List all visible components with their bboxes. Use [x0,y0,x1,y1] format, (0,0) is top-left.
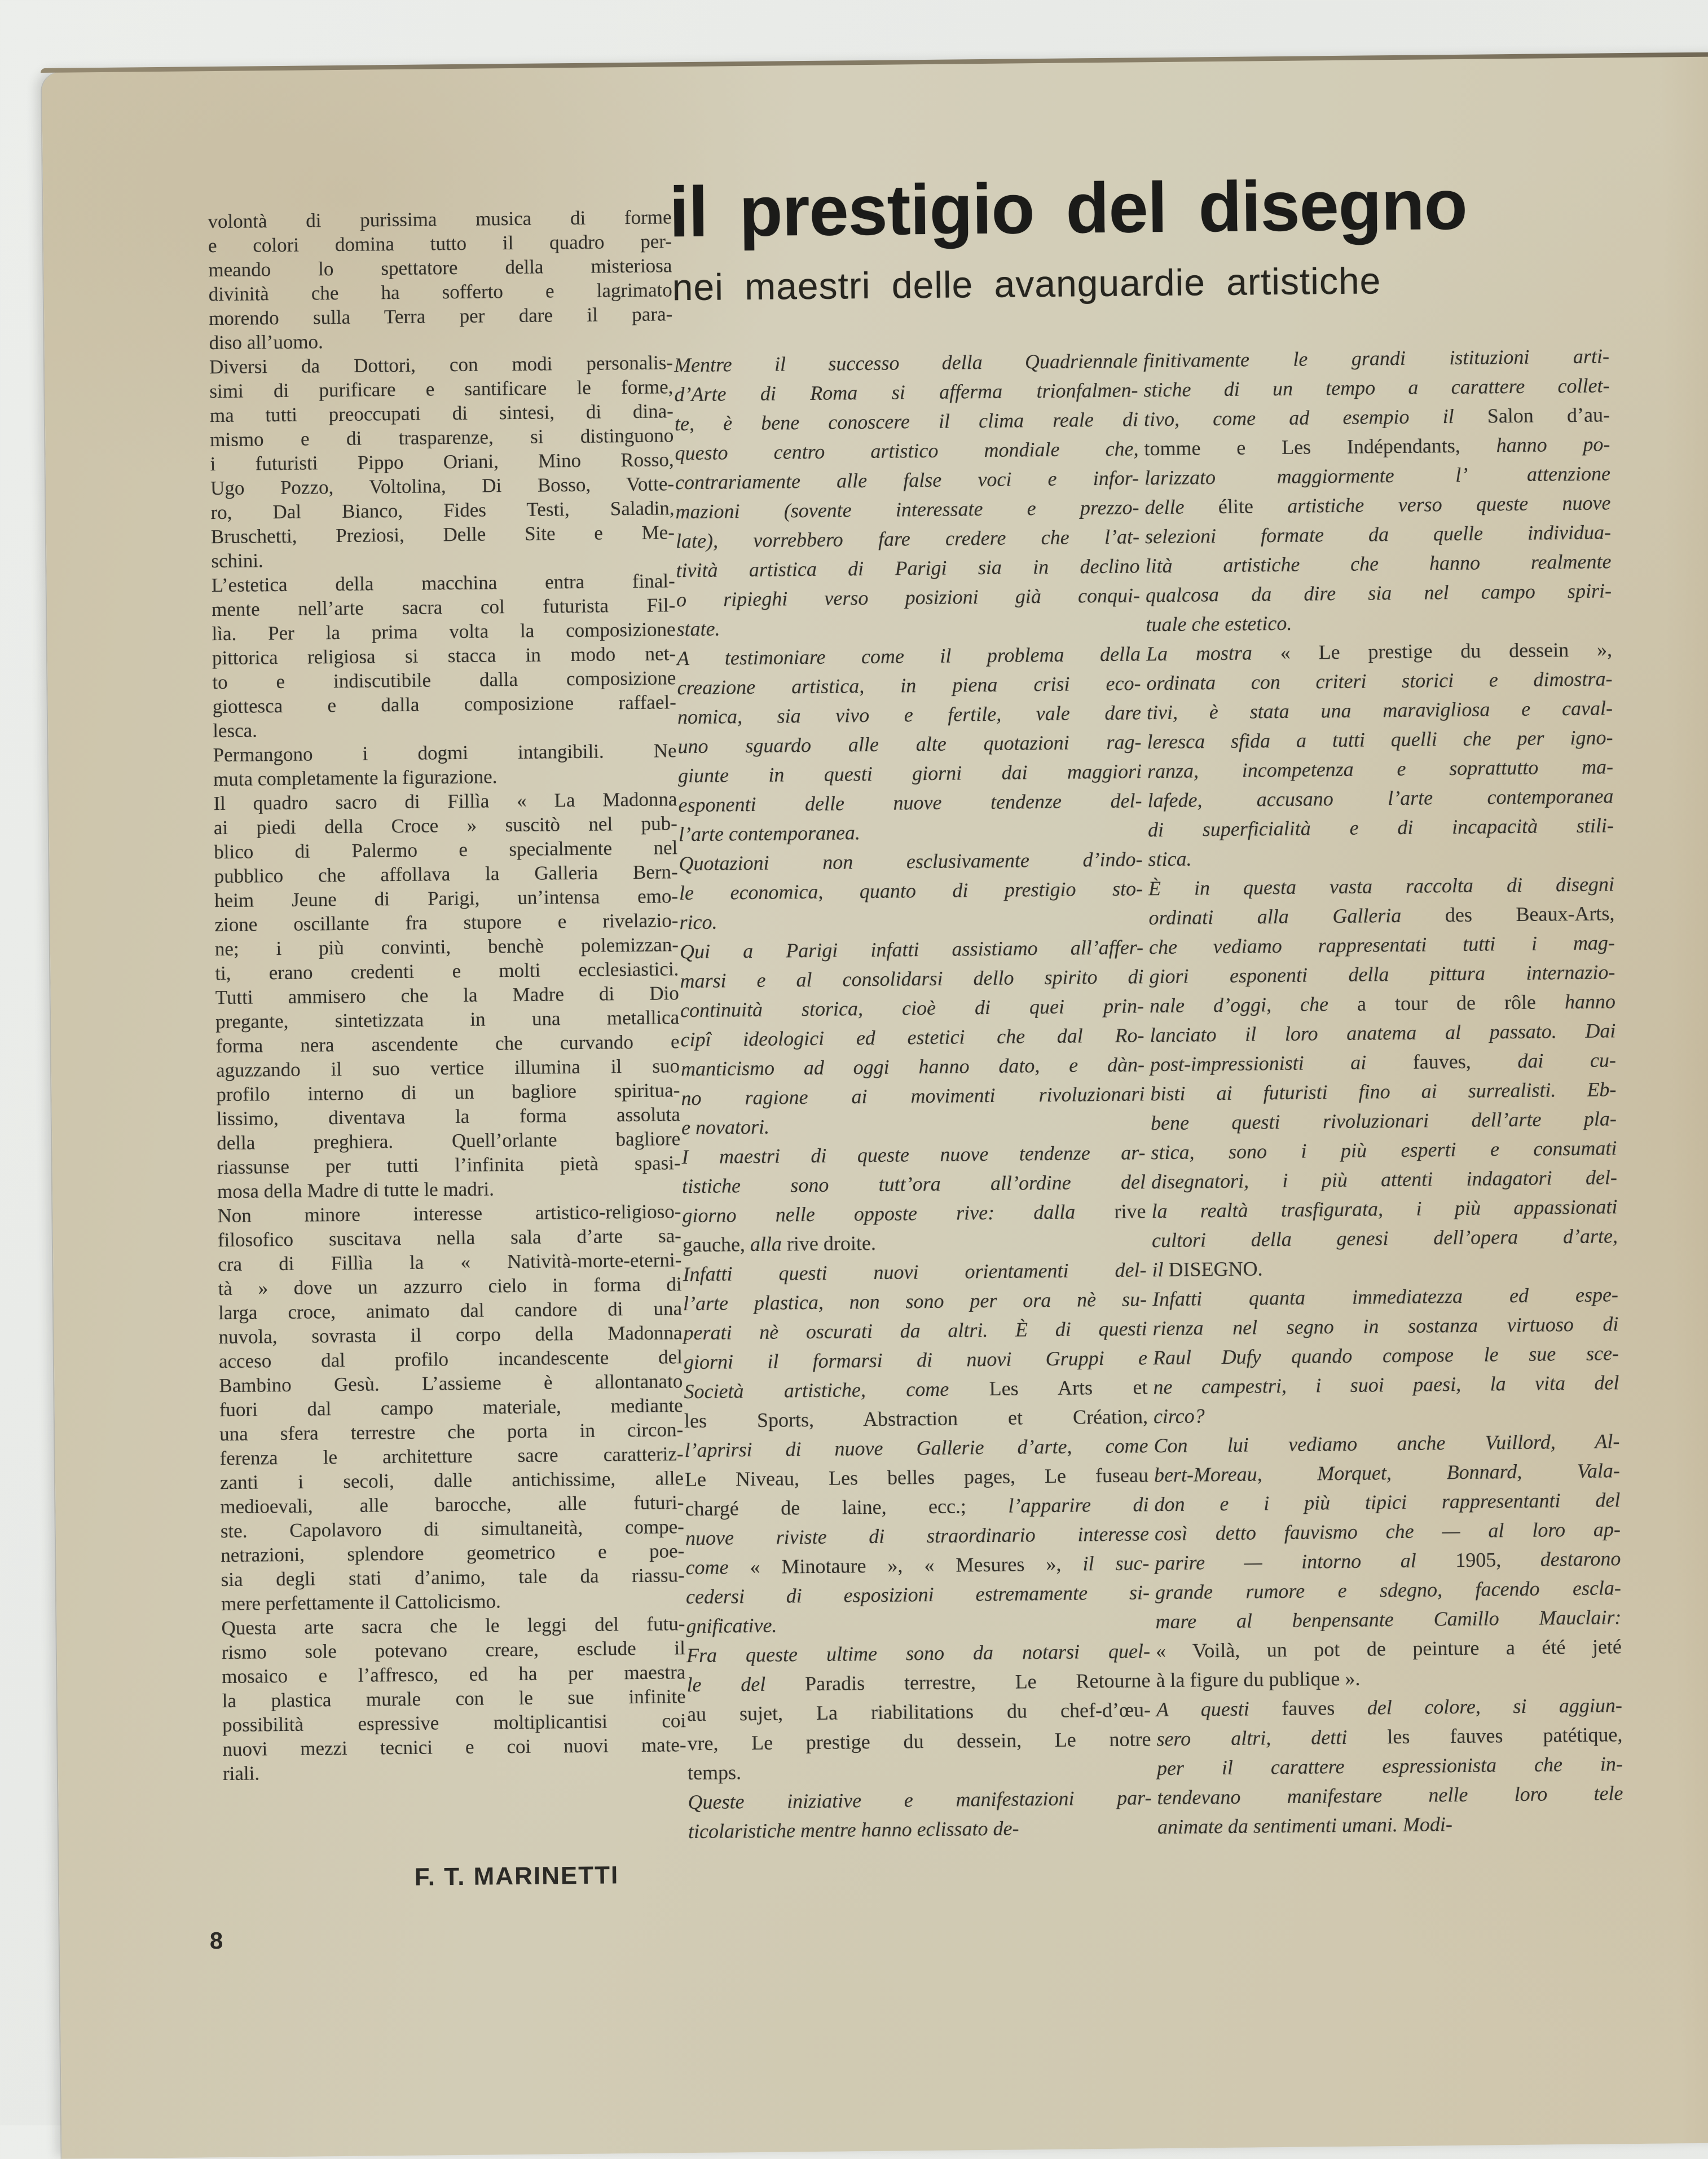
text-line: così detto fauvismo che — al loro ap- [1154,1518,1621,1545]
text-line: Società artistiche, come Les Arts et [684,1376,1148,1403]
text-line: che vediamo rappresentati tutti i mag- [1148,931,1615,959]
text-line: le economica, quanto di prestigio sto- [679,877,1143,905]
text-line: ne; i più convinti, benchè polemizzan- [214,933,679,960]
text-line: possibilità espressive moltiplicantisi coi [222,1709,686,1737]
text-line: meando lo spettatore della misteriosa [208,254,672,281]
text-line: I maestri di queste nuove tendenze ar- [681,1141,1146,1169]
text-line: schini. [211,549,263,572]
text-line: circo? [1153,1404,1205,1428]
text-line: di superficialità e di incapacità stili- [1147,814,1614,841]
text-line: bisti ai futuristi fino ai surrealisti. Eb- [1150,1078,1617,1105]
text-line: tà » dove un azzurro cielo in forma di [218,1273,682,1300]
text-line: ma tutti preoccupati di sintesi, di dina- [209,400,674,427]
text-line: qualcosa da dire sia nel campo spiri- [1145,579,1612,607]
text-line: riassunse per tutti l’infinita pietà spasi- [217,1152,681,1179]
text-line: ranza, incompetenza e soprattutto ma- [1147,755,1614,783]
text-line: i futuristi Pippo Oriani, Mino Rosso, [210,448,674,475]
text-line: stica. [1148,847,1192,871]
text-line: bert-Moreau, Morquet, Bonnard, Vala- [1154,1459,1621,1487]
text-line: nuove riviste di straordinario interesse [685,1522,1150,1550]
text-line: selezioni formate da quelle individua- [1144,521,1612,548]
text-line: mente nell’arte sacra col futurista Fil- [211,594,676,621]
text-line: forma nera ascendente che curvando e [215,1030,680,1058]
text-line: o ripieghi verso posizioni già conqui- [676,584,1141,611]
text-line: lafede, accusano l’arte contemporanea [1147,785,1614,812]
text-line: lità artistiche che hanno realmente [1145,550,1612,578]
text-line: heim Jeune di Parigi, un’intensa emo- [214,885,679,912]
text-line: rismo sole potevano creare, esclude il [221,1637,686,1664]
column-left [208,205,686,1786]
text-line: la plastica murale con le sue infinite [222,1685,686,1712]
text-line: Permangono i dogmi intangibili. Ne [213,739,677,766]
text-line: cra di Fillìa la « Natività-morte-eterni- [218,1249,682,1276]
text-line: stiche di un tempo a carattere collet- [1143,374,1610,402]
text-line: mare al benpensante Camillo Mauclair: [1155,1606,1622,1633]
text-line: cedersi di esposizioni estremamente si- [685,1581,1150,1609]
text-line: tistiche sono tutt’ora all’ordine del [681,1170,1146,1198]
text-line: disegnatori, i più attenti indagatori del- [1151,1166,1618,1193]
text-line: Le Niveau, Les belles pages, Le fuseau [684,1464,1149,1491]
author-signature: F. T. MARINETTI [414,1861,619,1891]
text-line: l’aprirsi di nuove Gallerie d’arte, come [684,1434,1148,1462]
text-line: tivo, come ad esempio il Salon d’au- [1143,403,1610,431]
text-line: zanti i secoli, dalle antichissime, alle [219,1467,684,1494]
text-line: post-impressionisti ai fauves, dai cu- [1150,1048,1617,1076]
text-line: muta completamente la figurazione. [213,765,498,791]
text-line: chargé de laine, ecc.; l’apparire di [685,1493,1149,1521]
text-line: contrariamente alle false voci e infor- [675,466,1139,494]
text-line: Qui a Parigi infatti assistiamo all’affer- [679,936,1144,963]
text-line: diso all’uomo. [209,331,324,354]
text-line: vre, Le prestige du dessein, Le notre [687,1728,1151,1755]
text-line: A questi fauves del colore, si aggiun- [1156,1694,1623,1721]
text-line: È in questa vasta raccolta di disegni [1148,873,1615,900]
text-line: Diversi da Dottori, con modi personalis- [209,351,673,378]
text-line: medioevali, alle barocche, alle futuri- [220,1491,684,1518]
text-line: creazione artistica, in piena crisi eco- [677,672,1141,699]
text-line: ne campestri, i suoi paesi, la vita del [1153,1371,1619,1399]
text-line: rico. [679,910,717,934]
text-line: ordinati alla Galleria des Beaux-Arts, [1148,902,1615,929]
text-line: Bruschetti, Preziosi, Delle Site e Me- [210,521,675,548]
text-line: lissimo, diventava la forma assoluta [216,1103,680,1130]
text-line: Fra queste ultime sono da notarsi quel- [686,1640,1151,1667]
text-line: Queste iniziative e manifestazioni par- [688,1786,1152,1814]
text-line: leresca sfida a tutti quelli che per igno- [1147,726,1613,754]
magazine-page-sheet [42,56,1708,2159]
text-line: sero altri, detti les fauves patétique, [1156,1723,1623,1751]
text-line: acceso dal profilo incandescente del [218,1346,683,1373]
text-line: simi di purificare e santificare le forme, [209,376,673,403]
text-line: l’arte plastica, non sono per ora nè su- [683,1288,1147,1315]
text-line: parire — intorno al 1905, destarono [1155,1547,1621,1575]
text-line: della preghiera. Quell’orlante bagliore [217,1127,681,1155]
text-line: tività artistica di Parigi sia in declino [676,554,1140,582]
text-line: nuovi mezzi tecnici e coi nuovi mate- [222,1734,686,1761]
text-line: gauche, alla rive droite. [682,1231,877,1257]
text-line: riali. [222,1762,260,1785]
article-subtitle: nei maestri delle avanguardie artistiche [672,259,1381,309]
text-line: stica, sono i più esperti e consumati [1151,1136,1617,1164]
text-line: Tutti ammisero che la Madre di Dio [215,982,679,1009]
text-line: tendevano manifestare nelle loro tele [1157,1782,1623,1809]
text-line: come « Minotaure », « Mesures », il suc- [685,1552,1150,1579]
text-line: finitivamente le grandi istituzioni arti- [1143,345,1610,372]
text-line: mere perfettamente il Cattolicismo. [221,1590,501,1615]
text-line: esponenti delle nuove tendenze del- [678,789,1142,817]
text-line: sia degli stati d’animo, tale da riassu- [221,1564,685,1591]
article-title: il prestigio del disegno [668,164,1468,252]
text-line: questo centro artistico mondiale che, [675,437,1139,465]
text-line: to e indiscutibile dalla composizione [212,667,676,694]
text-line: per il carattere espressionista che in- [1156,1752,1623,1780]
text-line: le del Paradis terrestre, Le Retourne [686,1669,1151,1697]
text-line: bene questi rivoluzionari dell’arte pla- [1150,1107,1617,1135]
text-line: filosofico suscitava nella sala d’arte sa- [217,1224,682,1252]
column-right [1143,341,1623,1841]
text-line: Infatti questi nuovi orientamenti del- [683,1258,1147,1286]
text-line: « Voilà, un pot de peinture a été jeté [1155,1635,1622,1663]
text-line: cipî ideologici ed estetici che dal Ro- [680,1024,1144,1051]
text-line: rienza nel segno in sostanza virtuoso di [1152,1312,1619,1340]
text-line: Il quadro sacro di Fillìa « La Madonna [213,788,677,815]
text-line: zione oscillante fra stupore e rivelazio- [214,909,679,936]
text-line: morendo sulla Terra per dare il para- [209,303,673,330]
text-line: continuità storica, cioè di quei prin- [680,994,1144,1022]
text-line: giorni il formarsi di nuovi Gruppi e [683,1346,1148,1374]
column-middle [674,346,1152,1846]
text-line: mosa della Madre di tutte le madri. [217,1178,495,1203]
text-line: perati nè oscurati da altri. È di questi [683,1317,1147,1345]
text-line: Questa arte sacra che le leggi del futu- [221,1612,685,1640]
text-line: larizzato maggiormente l’ attenzione [1144,462,1611,490]
text-line: La mostra « Le prestige du dessein », [1146,638,1613,666]
text-line: les Sports, Abstraction et Création, [684,1405,1148,1433]
text-line: Non minore interesse artistico-religioso- [217,1200,681,1227]
text-line: uno sguardo alle alte quotazioni rag- [677,730,1142,758]
text-line: mosaico e l’affresco, ed ha per maestra [222,1661,686,1688]
text-line: ai piedi della Croce » suscitò nel pub- [213,812,678,839]
text-line: fuori dal campo materiale, mediante [219,1394,683,1421]
text-line: te, è bene conoscere il clima reale di [674,408,1139,435]
text-line: e colori domina tutto il quadro per- [208,230,672,257]
text-line: netrazioni, splendore geometrico e poe- [221,1540,685,1567]
text-line: pittorica religiosa si stacca in modo net- [212,642,676,669]
text-line: giorno nelle opposte rive: dalla rive [682,1200,1146,1227]
text-line: A testimoniare come il problema della [676,642,1141,670]
text-line: L’estetica della macchina entra final- [211,570,675,597]
text-line: Bambino Gesù. L’assieme è allontanato [219,1370,683,1397]
text-line: animate da sentimenti umani. Modi- [1157,1813,1453,1839]
text-line: Raul Dufy quando compose le sue sce- [1152,1342,1619,1369]
text-line: e novatori. [681,1115,770,1139]
text-line: late), vorrebbero fare credere che l’at- [675,525,1140,553]
text-line: Quotazioni non esclusivamente d’indo- [679,848,1143,875]
text-line: larga croce, animato dal candore di una [218,1297,683,1324]
text-line: Infatti quanta immediatezza ed espe- [1152,1283,1619,1311]
text-line: mismo e di trasparenze, si distinguono [210,424,674,451]
text-line: lanciato il loro anatema al passato. Dai [1150,1019,1616,1047]
text-line: ferenza le architetture sacre caratteriz- [219,1443,684,1470]
text-line: no ragione ai movimenti rivoluzionari [681,1082,1145,1110]
text-line: divinità che ha sofferto e lagrimato [208,279,672,306]
text-line: manticismo ad oggi hanno dato, e dàn- [680,1053,1145,1081]
text-line: aguzzando il suo vertice illumina il suo [215,1055,680,1082]
text-line: il DISEGNO. [1152,1257,1263,1281]
text-line: ste. Capolavoro di simultaneità, compe- [220,1515,684,1543]
text-line: ro, Dal Bianco, Fides Testi, Saladin, [210,497,675,524]
text-line: ti, erano credenti e molti ecclesiastici. [215,958,679,985]
text-line: una sfera terrestre che porta in circon- [219,1418,684,1446]
text-line: l’arte contemporanea. [678,821,861,846]
text-line: Ugo Pozzo, Voltolina, Di Bosso, Votte- [210,473,675,500]
text-line: tuale che estetico. [1146,611,1292,636]
text-line: tivi, è stata una maravigliosa e caval- [1146,697,1613,724]
text-line: nuvola, sovrasta il corpo della Madonna [218,1321,683,1349]
text-line: mazioni (sovente interessate e prezzo- [675,496,1139,523]
text-line: giori esponenti della pittura internazio- [1149,960,1615,988]
text-line: volontà di purissima musica di forme [208,206,672,233]
text-line: lesca. [213,719,258,742]
text-line: lìa. Per la prima volta la composizione [212,618,676,645]
text-line: marsi e al consolidarsi dello spirito di [680,965,1144,993]
text-line: giottesca e dalla composizione raffael- [212,691,676,718]
text-line: blico di Palermo e specialmente nel [214,836,678,863]
text-line: grande rumore e sdegno, facendo escla- [1155,1576,1622,1604]
text-line: temps. [687,1761,742,1785]
text-line: pubblico che affollava la Galleria Bern- [214,861,678,888]
text-line: la realtà trasfigurata, i più appassionati [1151,1195,1618,1223]
text-line: à la figure du publique ». [1156,1667,1361,1692]
text-line: au sujet, La riabilitations du chef-d’œu- [686,1698,1151,1726]
text-line: ticolaristiche mentre hanno eclissato de- [688,1817,1019,1843]
text-line: state. [676,617,720,641]
text-line: nomica, sia vivo e fertile, vale dare [677,701,1142,729]
text-line: gnificative. [686,1614,777,1638]
text-line: Con lui vediamo anche Vuillord, Al- [1154,1430,1620,1457]
text-line: tomme e Les Indépendants, hanno po- [1144,433,1610,460]
text-line: ordinata con criteri storici e dimostra- [1146,667,1613,695]
text-line: d’Arte di Roma si afferma trionfalmen- [674,378,1138,406]
text-line: giunte in questi giorni dai maggiori [677,760,1142,787]
text-line: don e i più tipici rappresentanti del [1154,1488,1621,1516]
text-line: delle élite artistiche verso queste nuove [1144,491,1611,519]
text-line: profilo interno di un bagliore spiritua- [216,1079,680,1106]
text-line: pregante, sintetizzata in una metallica [215,1006,680,1033]
text-line: cultori della genesi dell’opera d’arte, [1151,1224,1618,1252]
text-line: Mentre il successo della Quadriennale [673,349,1138,377]
text-line: nale d’oggi, che a tour de rôle hanno [1149,990,1616,1017]
page-number: 8 [209,1927,223,1954]
